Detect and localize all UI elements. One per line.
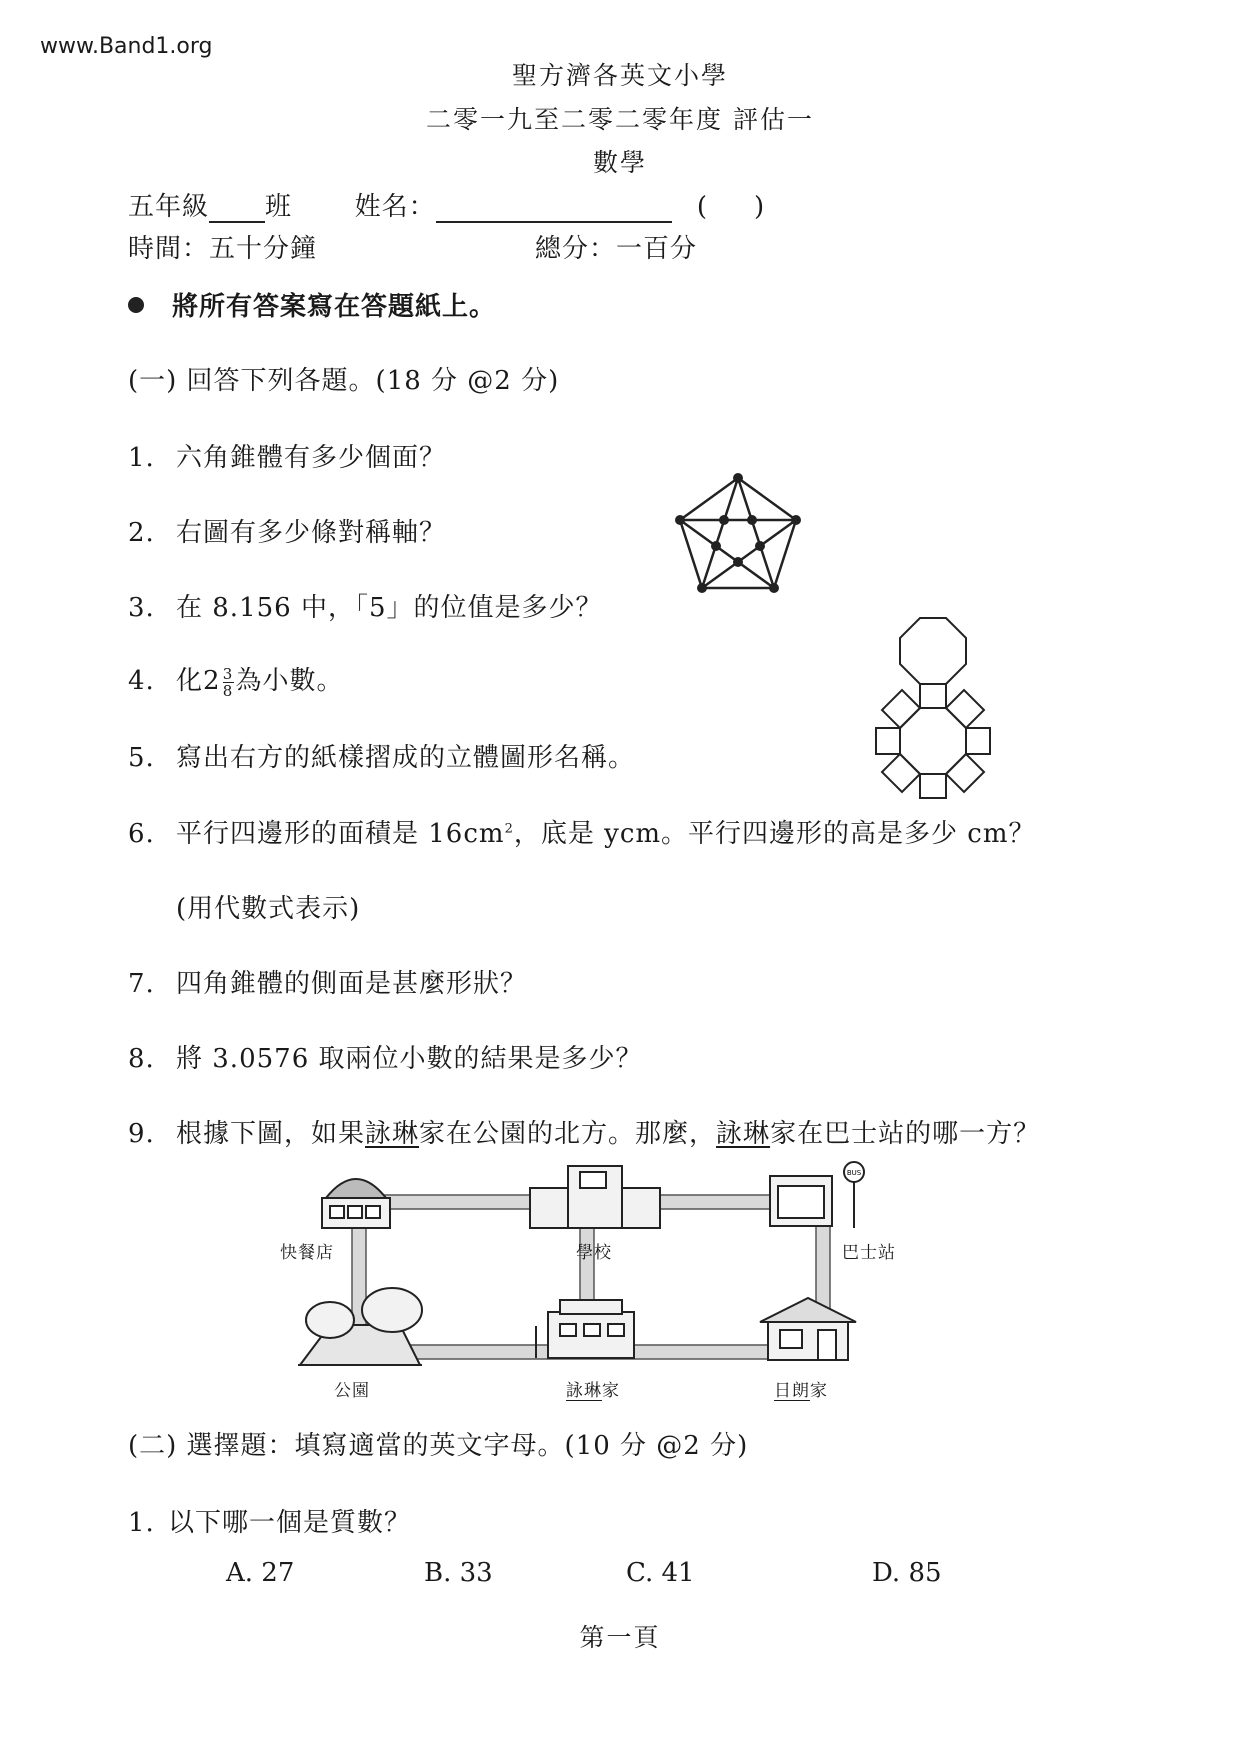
fraction-denominator: 8 [222,681,234,700]
student-name: 詠琳 [365,1119,420,1149]
home-suffix: 家 [602,1381,620,1401]
question-2-1 [128,1502,411,1539]
instruction-text: 將所有答案寫在答題紙上。 [172,292,497,322]
yat-long-home-icon [760,1298,856,1360]
question-number: 7. [128,969,155,999]
wing-lam-home-icon [536,1300,634,1358]
bus-sign-text: BUS [846,1169,862,1177]
home-owner-name: 詠琳 [566,1381,602,1401]
question-number: 6. [128,819,155,849]
section1-title: (一) 回答下列各題。(18 分 @2 分) [128,366,560,396]
page-number: 第一頁 [579,1623,661,1652]
total-marks: 總分：一百分 [535,234,698,264]
label-school: 學校 [576,1243,612,1263]
option-b: B. 33 [424,1558,493,1588]
option-d: D. 85 [872,1558,942,1588]
school-name: 聖方濟各英文小學 [511,61,728,90]
number-paren-right: ) [754,192,766,222]
label-park: 公園 [334,1381,370,1401]
question-text: 六角錐體有多少個面？ [176,443,447,473]
label-wing-lam-home [566,1376,620,1401]
website-url: www.Band1.org [40,34,213,59]
option-c: C. 41 [626,1558,695,1588]
question-text: 右圖有多少條對稱軸？ [176,518,447,548]
student-name: 詠琳 [716,1119,771,1149]
question-text: 以下哪一個是質數？ [168,1508,412,1538]
question-text-b: ，底是 ycm。平行四邊形的高是多少 cm？ [513,819,1036,849]
question-text: 四角錐體的側面是甚麼形狀？ [176,969,528,999]
home-owner-name: 日朗 [774,1381,810,1401]
class-label: 班 [265,192,293,222]
question-number: 2. [128,518,155,548]
name-label: 姓名： [354,192,436,222]
superscript: 2 [504,821,514,837]
question-number: 1. [128,1508,155,1538]
subject-title: 數學 [592,148,647,177]
question-number: 3. [128,593,155,623]
question-text-a: 平行四邊形的面積是 16cm [176,819,505,849]
question-text-post: 為小數。 [235,666,344,696]
grade-label: 五年級 [128,192,210,222]
question-number: 9. [128,1119,155,1149]
question-text-2: 家在公園的北方。那麼， [419,1119,717,1149]
fastfood-icon [322,1179,390,1228]
assessment-term: 二零一九至二零二零年度 評估一 [426,105,814,134]
question-text-1: 根據下圖，如果 [176,1119,366,1149]
question-text-3: 家在巴士站的哪一方？ [770,1119,1041,1149]
label-bus-stop: 巴士站 [842,1243,896,1263]
question-text: 將 3.0576 取兩位小數的結果是多少？ [176,1044,643,1074]
question-number: 1. [128,443,155,473]
question-1-6-note: (用代數式表示) [176,894,361,924]
section2-title: (二) 選擇題：填寫適當的英文字母。(10 分 @2 分) [128,1431,749,1461]
question-number: 8. [128,1044,155,1074]
question-number: 4. [128,666,155,696]
question-text: 在 8.156 中，「5」的位值是多少？ [176,593,603,623]
home-suffix: 家 [810,1381,828,1401]
number-paren-left: ( [696,192,708,222]
school-icon [530,1166,660,1228]
label-yat-long-home [774,1376,828,1401]
fraction-numerator: 3 [222,664,234,683]
question-text: 寫出右方的紙樣摺成的立體圖形名稱。 [176,743,636,773]
question-text-pre: 化2 [176,666,221,696]
question-number: 5. [128,743,155,773]
option-a: A. 27 [226,1558,295,1588]
label-fastfood: 快餐店 [280,1243,334,1263]
exam-time: 時間：五十分鐘 [128,234,318,264]
